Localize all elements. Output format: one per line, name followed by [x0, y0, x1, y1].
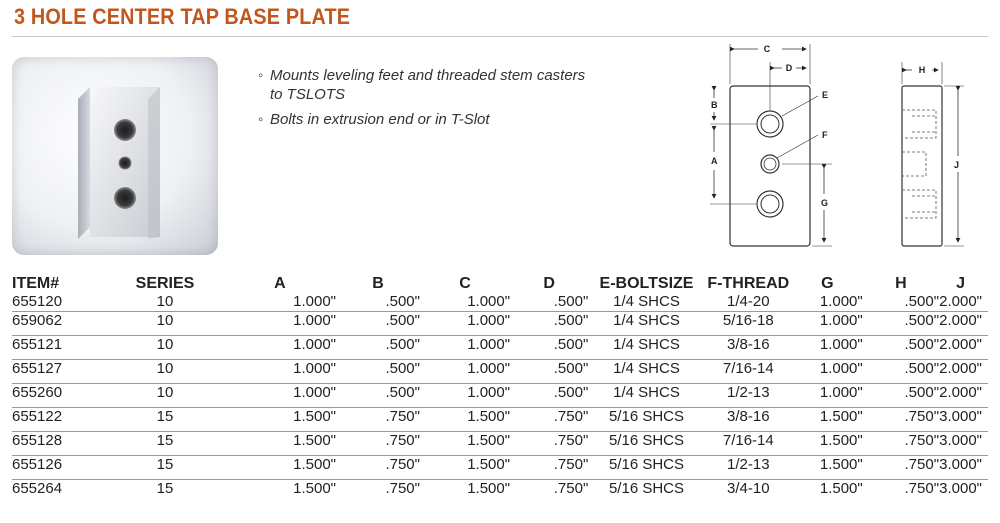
cell-dim-j: 2.000" [939, 384, 982, 401]
cell-dim-a: 1.000" [293, 384, 336, 401]
bullet-icon: ◦ [258, 111, 264, 128]
cell-dim-h: .500" [904, 312, 940, 329]
cell-f-thread: 1/2-13 [727, 384, 770, 401]
table-row [12, 408, 988, 432]
cell-dim-h: .500" [904, 360, 940, 377]
title-divider [12, 36, 988, 37]
cell-dim-g: 1.500" [819, 408, 863, 425]
col-header-a: A [274, 275, 286, 292]
label-j: J [954, 160, 960, 170]
table-row [12, 480, 988, 504]
cell-dim-d: .750" [553, 480, 589, 497]
cell-dim-h: .750" [904, 456, 940, 473]
cell-series: 10 [156, 336, 174, 353]
cell-series: 15 [156, 456, 174, 473]
cell-item-number: 655122 [12, 408, 63, 425]
cell-dim-h: .750" [904, 432, 940, 449]
cell-item-number: 655127 [12, 360, 63, 377]
col-header-d: D [543, 275, 555, 292]
dimension-drawing [700, 40, 990, 255]
cell-dim-a: 1.500" [293, 480, 336, 497]
cell-dim-h: .500" [904, 384, 940, 401]
cell-series: 10 [156, 384, 174, 401]
cell-dim-c: 1.000" [467, 360, 511, 377]
cell-e-boltsize: 1/4 SHCS [613, 293, 680, 310]
cell-dim-b: .500" [385, 360, 420, 377]
cell-dim-g: 1.000" [819, 336, 863, 353]
feature-text: Mounts leveling feet and threaded stem casters to TSLOTS [270, 67, 586, 103]
label-c: C [763, 44, 771, 54]
cell-dim-d: .500" [553, 384, 589, 401]
cell-e-boltsize: 5/16 SHCS [608, 408, 685, 425]
cell-dim-c: 1.000" [467, 293, 511, 310]
cell-dim-j: 3.000" [939, 432, 982, 449]
cell-f-thread: 3/4-10 [727, 480, 770, 497]
cell-dim-b: .500" [385, 312, 420, 329]
table-row [12, 293, 988, 312]
table-row [12, 456, 988, 480]
cell-dim-j: 2.000" [939, 336, 982, 353]
base-plate-image [12, 57, 218, 255]
cell-item-number: 659062 [12, 312, 63, 329]
label-e: E [822, 90, 829, 100]
feature-item [258, 110, 588, 129]
cell-dim-d: .500" [553, 293, 589, 310]
cell-dim-j: 2.000" [939, 312, 982, 329]
cell-f-thread: 1/2-13 [727, 456, 770, 473]
table-row [12, 312, 988, 336]
cell-dim-c: 1.500" [467, 432, 511, 449]
cell-dim-a: 1.000" [293, 312, 336, 329]
cell-dim-c: 1.500" [467, 480, 511, 497]
label-d: D [785, 63, 793, 73]
cell-item-number: 655260 [12, 384, 63, 401]
cell-dim-g: 1.000" [819, 312, 863, 329]
cell-item-number: 655120 [12, 293, 63, 310]
cell-dim-j: 2.000" [939, 360, 982, 377]
cell-dim-g: 1.000" [819, 360, 863, 377]
cell-dim-j: 3.000" [939, 456, 982, 473]
cell-series: 10 [156, 293, 174, 310]
cell-e-boltsize: 1/4 SHCS [613, 384, 680, 401]
cell-dim-d: .750" [553, 432, 589, 449]
cell-dim-h: .750" [904, 408, 940, 425]
cell-dim-c: 1.500" [467, 456, 511, 473]
cell-dim-b: .500" [385, 384, 420, 401]
col-header-c: C [459, 275, 471, 292]
cell-dim-a: 1.000" [293, 336, 336, 353]
spec-table [12, 275, 988, 503]
cell-e-boltsize: 5/16 SHCS [608, 480, 685, 497]
cell-dim-h: .500" [904, 293, 940, 310]
cell-series: 15 [156, 480, 174, 497]
col-header-g: G [821, 275, 834, 292]
table-header-row [12, 275, 988, 293]
cell-series: 15 [156, 408, 174, 425]
cell-dim-h: .500" [904, 336, 940, 353]
cell-dim-a: 1.500" [293, 432, 336, 449]
cell-dim-c: 1.500" [467, 408, 511, 425]
cell-f-thread: 3/8-16 [727, 336, 770, 353]
col-header-series: SERIES [135, 275, 195, 292]
table-row [12, 384, 988, 408]
cell-item-number: 655121 [12, 336, 63, 353]
label-f: F [822, 130, 828, 140]
cell-dim-j: 3.000" [939, 480, 982, 497]
cell-e-boltsize: 5/16 SHCS [608, 456, 685, 473]
page-title: 3 HOLE CENTER TAP BASE PLATE [14, 4, 351, 29]
cell-f-thread: 7/16-14 [722, 360, 774, 377]
cell-item-number: 655126 [12, 456, 63, 473]
cell-dim-b: .750" [385, 456, 420, 473]
cell-dim-a: 1.000" [293, 293, 336, 310]
cell-e-boltsize: 1/4 SHCS [613, 312, 680, 329]
label-a: A [711, 156, 718, 166]
cell-dim-b: .750" [385, 480, 420, 497]
feature-item [258, 66, 588, 104]
cell-dim-g: 1.500" [819, 480, 863, 497]
cell-dim-b: .750" [385, 432, 420, 449]
cell-item-number: 655128 [12, 432, 63, 449]
cell-dim-c: 1.000" [467, 312, 511, 329]
col-header-h: H [895, 275, 907, 292]
col-header-f-thread: F-THREAD [707, 275, 790, 292]
cell-dim-b: .500" [385, 336, 420, 353]
label-g: G [821, 198, 829, 208]
cell-dim-d: .500" [553, 360, 589, 377]
cell-dim-d: .500" [553, 312, 589, 329]
cell-dim-g: 1.500" [819, 432, 863, 449]
col-header-j: J [956, 275, 965, 292]
cell-series: 15 [156, 432, 174, 449]
cell-dim-g: 1.000" [819, 384, 863, 401]
cell-dim-b: .750" [385, 408, 420, 425]
col-header-b: B [372, 275, 384, 292]
cell-dim-c: 1.000" [467, 336, 511, 353]
label-b: B [711, 100, 718, 110]
product-photo [12, 57, 218, 255]
cell-f-thread: 5/16-18 [722, 312, 774, 329]
feature-list [258, 66, 588, 135]
bullet-icon: ◦ [258, 67, 264, 84]
table-row [12, 336, 988, 360]
cell-e-boltsize: 5/16 SHCS [608, 432, 685, 449]
table-row [12, 360, 988, 384]
cell-dim-c: 1.000" [467, 384, 511, 401]
cell-dim-b: .500" [385, 293, 420, 310]
cell-e-boltsize: 1/4 SHCS [613, 360, 680, 377]
cell-dim-a: 1.500" [293, 456, 336, 473]
cell-e-boltsize: 1/4 SHCS [613, 336, 680, 353]
cell-f-thread: 7/16-14 [722, 432, 774, 449]
label-h: H [918, 65, 926, 75]
cell-f-thread: 3/8-16 [727, 408, 770, 425]
cell-dim-g: 1.000" [819, 293, 863, 310]
cell-dim-j: 3.000" [939, 408, 982, 425]
cell-dim-d: .750" [553, 408, 589, 425]
cell-dim-d: .750" [553, 456, 589, 473]
cell-dim-j: 2.000" [939, 293, 982, 310]
table-row [12, 432, 988, 456]
col-header-item: ITEM# [12, 275, 60, 292]
cell-series: 10 [156, 312, 174, 329]
col-header-e-boltsize: E-BOLTSIZE [599, 275, 694, 292]
cell-dim-a: 1.000" [293, 360, 336, 377]
cell-dim-d: .500" [553, 336, 589, 353]
feature-text: Bolts in extrusion end or in T-Slot [270, 111, 490, 128]
cell-dim-g: 1.500" [819, 456, 863, 473]
cell-f-thread: 1/4-20 [727, 293, 770, 310]
cell-item-number: 655264 [12, 480, 63, 497]
cell-dim-a: 1.500" [293, 408, 336, 425]
cell-series: 10 [156, 360, 174, 377]
cell-dim-h: .750" [904, 480, 940, 497]
